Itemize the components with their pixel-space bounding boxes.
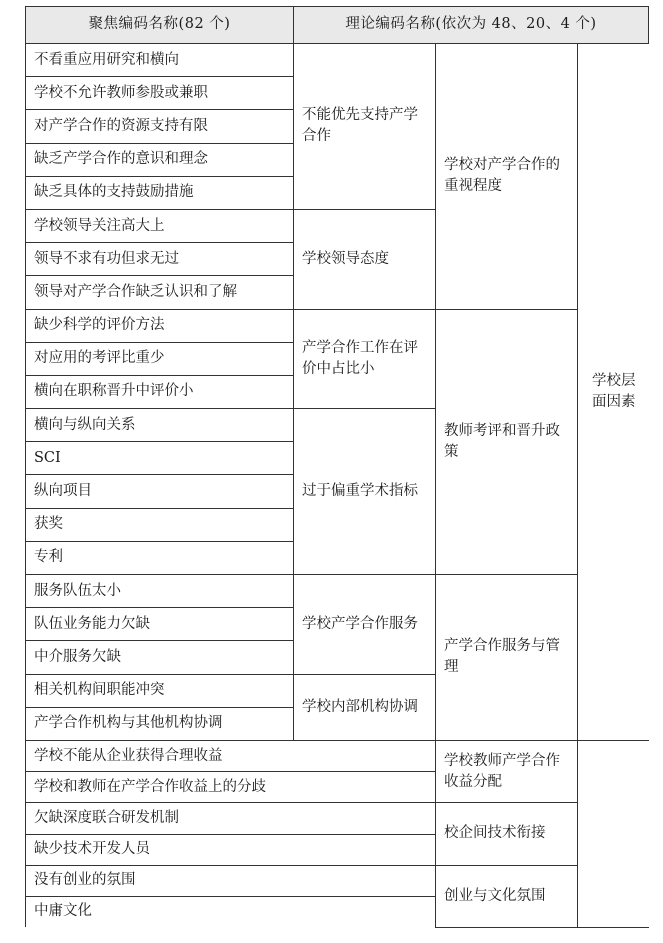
- focus-code-cell: 服务队伍太小: [26, 575, 294, 608]
- focus-code-cell: 领导对产学合作缺乏认识和了解: [26, 276, 294, 309]
- focus-code-cell: 队伍业务能力欠缺: [26, 608, 294, 641]
- category-cell: 校企间技术衔接: [436, 803, 578, 865]
- header-theory-codes: 理论编码名称(依次为 48、20、4 个): [294, 7, 649, 44]
- theory-code-cell: 产学合作工作在评价中占比小: [294, 309, 436, 409]
- table-row: [26, 309, 649, 342]
- focus-code-cell: 学校和教师在产学合作收益上的分歧: [26, 772, 436, 803]
- top-level-spacer: [578, 740, 649, 927]
- theory-code-cell: 学校内部机构协调: [294, 674, 436, 740]
- focus-code-cell: 产学合作机构与其他机构协调: [26, 707, 294, 740]
- category-cell: 产学合作服务与管理: [436, 575, 578, 741]
- focus-code-cell: 对产学合作的资源支持有限: [26, 110, 294, 143]
- theory-code-cell: 不能优先支持产学合作: [294, 44, 436, 210]
- focus-code-cell: 不看重应用研究和横向: [26, 44, 294, 77]
- focus-code-cell: 相关机构间职能冲突: [26, 674, 294, 707]
- category-cell: 教师考评和晋升政策: [436, 309, 578, 575]
- table-row: [26, 803, 649, 834]
- focus-code-cell: 缺少技术开发人员: [26, 834, 436, 865]
- focus-code-cell: 领导不求有功但求无过: [26, 243, 294, 276]
- table-row: [26, 865, 649, 896]
- focus-code-cell: 横向与纵向关系: [26, 409, 294, 442]
- theory-code-cell: 学校领导态度: [294, 209, 436, 309]
- header-focus-codes: 聚焦编码名称(82 个): [26, 7, 294, 44]
- theory-code-cell: 过于偏重学术指标: [294, 409, 436, 575]
- category-cell: 创业与文化氛围: [436, 865, 578, 927]
- focus-code-cell: 学校领导关注高大上: [26, 209, 294, 242]
- table-row: [26, 740, 649, 771]
- theory-code-cell: 学校产学合作服务: [294, 575, 436, 675]
- table-row: [26, 575, 649, 608]
- focus-code-cell: 缺乏产学合作的意识和理念: [26, 143, 294, 176]
- focus-code-cell: 学校不允许教师参股或兼职: [26, 77, 294, 110]
- header-row: [26, 7, 649, 44]
- focus-code-cell: 纵向项目: [26, 475, 294, 508]
- focus-code-cell: 中介服务欠缺: [26, 641, 294, 674]
- focus-code-cell: 缺少科学的评价方法: [26, 309, 294, 342]
- top-level-cell: 学校层面因素: [578, 44, 649, 741]
- focus-code-cell: SCI: [26, 442, 294, 475]
- category-cell: 学校教师产学合作收益分配: [436, 740, 578, 802]
- coding-table: [25, 6, 649, 928]
- focus-code-cell: 没有创业的氛围: [26, 865, 436, 896]
- focus-code-cell: 中庸文化: [26, 896, 436, 927]
- focus-code-cell: 欠缺深度联合研发机制: [26, 803, 436, 834]
- focus-code-cell: 缺乏具体的支持鼓励措施: [26, 176, 294, 209]
- focus-code-cell: 学校不能从企业获得合理收益: [26, 740, 436, 771]
- focus-code-cell: 获奖: [26, 508, 294, 541]
- focus-code-cell: 专利: [26, 541, 294, 574]
- table-row: [26, 44, 649, 77]
- category-cell: 学校对产学合作的重视程度: [436, 44, 578, 310]
- focus-code-cell: 对应用的考评比重少: [26, 342, 294, 375]
- focus-code-cell: 横向在职称晋升中评价小: [26, 375, 294, 408]
